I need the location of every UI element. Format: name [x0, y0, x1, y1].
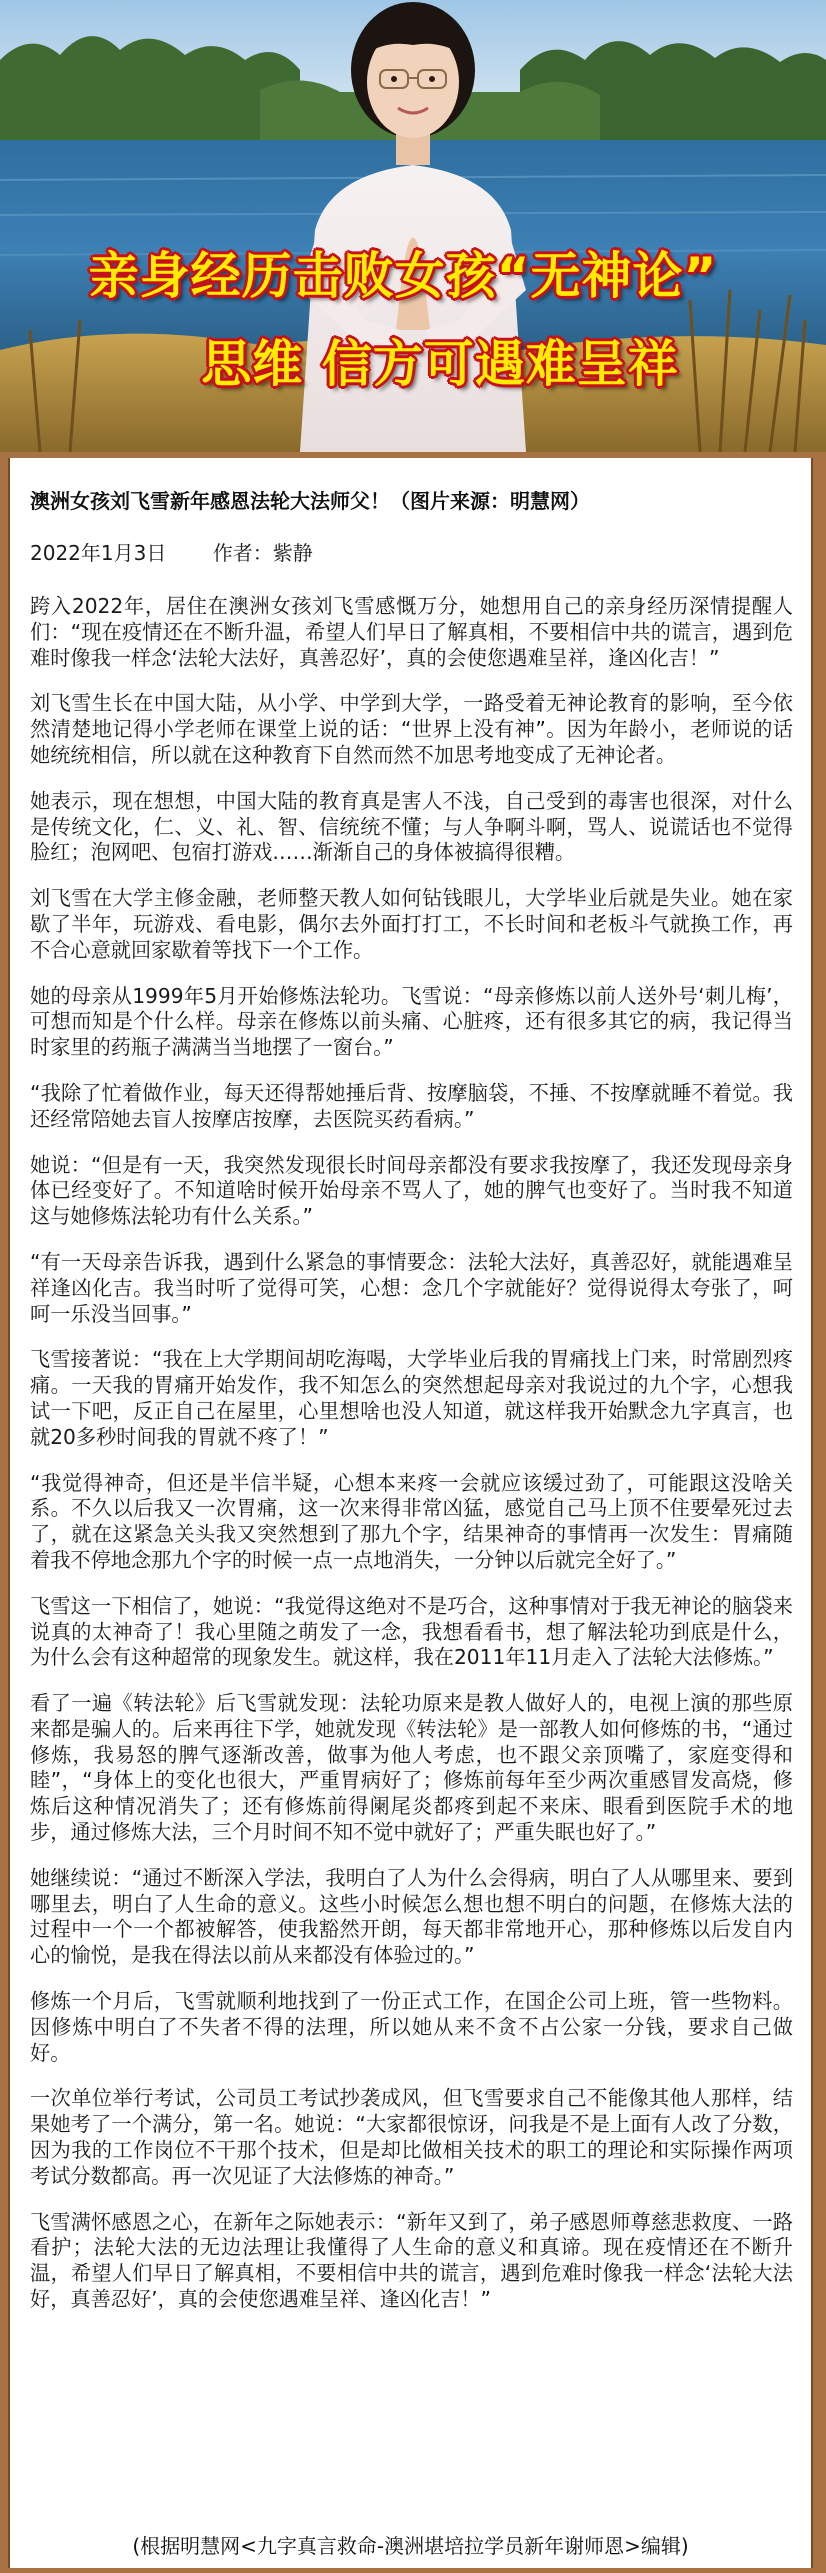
paragraph-15: 一次单位举行考试，公司员工考试抄袭成风，但飞雪要求自己不能像其他人那样，结果她考了一个满分，第一名。她说：“大家都很惊讶，问我是不是上面有人改了分数，因为我的工作岗位不干那个技术，但是却比做相关技术的职工的理论和实际操作两项考试分数都高。再一次见证了大法修炼的神奇。” — [30, 2086, 793, 2188]
paragraph-9: 飞雪接著说：“我在上大学期间胡吃海喝，大学毕业后我的胃痛找上门来，时常剧烈疼痛。一天我的胃痛开始发作，我不知怎么的突然想起母亲对我说过的九个字，心想我试一下吧，反正自己在屋里，心里想啥也没人知道，就这样我开始默念九字真言，也就20多秒时间我的胃就不疼了！” — [30, 1347, 793, 1449]
paragraph-12: 看了一遍《转法轮》后飞雪就发现：法轮功原来是教人做好人的，电视上演的那些原来都是骗人的。后来再往下学，她就发现《转法轮》是一部教人如何修炼的书，“通过修炼，我易怒的脾气逐渐改善，做事为他人考虑，也不跟父亲顶嘴了，家庭变得和睦”，“身体上的变化也很大，严重胃病好了；修炼前每年至少两次重感冒发高烧，修炼后这种情况消失了；还有修炼前得阑尾炎都疼到起不来床、眼看到医院手术的地步，通过修炼大法，三个月时间不知不觉中就好了；严重失眠也好了。” — [30, 1691, 793, 1845]
paragraph-7: 她说：“但是有一天，我突然发现很长时间母亲都没有要求我按摩了，我还发现母亲身体已经变好了。不知道啥时候开始母亲不骂人了，她的脾气也变好了。当时我不知道这与她修炼法轮功有什么关系。” — [30, 1152, 793, 1229]
author-label: 作者：紫静 — [212, 541, 313, 565]
paragraph-8: “有一天母亲告诉我，遇到什么紧急的事情要念：法轮大法好，真善忍好，就能遇难呈祥逢凶化吉。我当时听了觉得可笑，心想：念几个字就能好？觉得说得太夸张了，呵呵一乐没当回事。” — [30, 1249, 793, 1326]
banner-photo — [0, 0, 826, 452]
article-body — [8, 458, 813, 2568]
paragraph-16: 飞雪满怀感恩之心，在新年之际她表示：“新年又到了，弟子感恩师尊慈悲救度、一路看护；法轮大法的无边法理让我懂得了人生命的意义和真谛。现在疫情还在不断升温，希望人们早日了解真相，不要相信中共的谎言，遇到危难时像我一样念‘法轮大法好，真善忍好’，真的会使您遇难呈祥、逢凶化吉！” — [30, 2209, 793, 2312]
paragraph-11: 飞雪这一下相信了，她说：“我觉得这绝对不是巧合，这种事情对于我无神论的脑袋来说真的太神奇了！我心里随之萌发了一念，我想看看书，想了解法轮功到底是什么，为什么会有这种超常的现象发生。就这样，我在2011年11月走入了法轮大法修炼。” — [30, 1593, 793, 1670]
image-caption: 澳洲女孩刘飞雪新年感恩法轮大法师父！（图片来源：明慧网） — [30, 489, 590, 513]
paragraph-2: 刘飞雪生长在中国大陆，从小学、中学到大学，一路受着无神论教育的影响，至今依然清楚地记得小学老师在课堂上说的话：“世界上没有神”。因为年龄小，老师说的话她统统相信，所以就在这种教育下自然而然不加思考地变成了无神论者。 — [30, 691, 793, 767]
paragraph-14: 修炼一个月后，飞雪就顺利地找到了一份正式工作，在国企公司上班，管一些物料。因修炼中明白了不失者不得的法理，所以她从来不贪不占公家一分钱，要求自己做好。 — [30, 1989, 793, 2065]
article-meta — [30, 538, 793, 568]
headline-line-1: 亲身经历击败女孩“无神论” — [88, 247, 718, 305]
publish-date: 2022年1月3日 — [30, 541, 167, 565]
paragraph-13: 她继续说：“通过不断深入学法，我明白了人为什么会得病，明白了人从哪里来、要到哪里去，明白了人生命的意义。这些小时候怎么想也想不明白的问题，在修炼大法的过程中一个一个都被解答，使我豁然开朗，每天都非常地开心，那种修炼以后发自内心的愉悦，是我在得法以前从来都没有体验过的。” — [30, 1865, 793, 1968]
paragraph-4: 刘飞雪在大学主修金融，老师整天教人如何钻钱眼儿，大学毕业后就是失业。她在家歇了半年，玩游戏、看电影，偶尔去外面打打工，不长时间和老板斗气就换工作，再不合心意就回家歇着等找下一个工作。 — [30, 886, 793, 962]
paragraph-1: 跨入2022年，居住在澳洲女孩刘飞雪感慨万分，她想用自己的亲身经历深情提醒人们：“现在疫情还在不断升温，希望人们早日了解真相，不要相信中共的谎言，遇到危难时像我一样念‘法轮大法好，真善忍好’，真的会使您遇难呈祥，逢凶化吉！” — [30, 594, 793, 670]
source-note: (根据明慧网<九字真言救命-澳洲堪培拉学员新年谢师恩>编辑) — [132, 2534, 689, 2558]
headline-line-2: 思维 信方可遇难呈祥 — [201, 335, 679, 393]
paragraph-3: 她表示，现在想想，中国大陆的教育真是害人不浅，自己受到的毒害也很深，对什么是传统文化，仁、义、礼、智、信统统不懂；与人争啊斗啊，骂人、说谎话也不觉得脸红；泡网吧、包宿打游戏……渐渐自己的身体被搞得很糟。 — [30, 788, 793, 865]
paragraph-6: “我除了忙着做作业，每天还得帮她捶后背、按摩脑袋，不捶、不按摩就睡不着觉。我还经常陪她去盲人按摩店按摩，去医院买药看病。” — [30, 1080, 793, 1131]
paragraph-5: 她的母亲从1999年5月开始修炼法轮功。飞雪说：“母亲修炼以前人送外号‘刺儿梅’，可想而知是个什么样。母亲在修炼以前头痛、心脏疼，还有很多其它的病，我记得当时家里的药瓶子满满当当地摆了一窗台。” — [30, 983, 793, 1060]
paragraph-10: “我觉得神奇，但还是半信半疑，心想本来疼一会就应该缓过劲了，可能跟这没啥关系。不久以后我又一次胃痛，这一次来得非常凶猛，感觉自己马上顶不住要晕死过去了，就在这紧急关头我又突然想到了那九个字，结果神奇的事情再一次发生：胃痛随着我不停地念那九个字的时候一点一点地消失，一分钟以后就完全好了。” — [30, 1470, 793, 1572]
